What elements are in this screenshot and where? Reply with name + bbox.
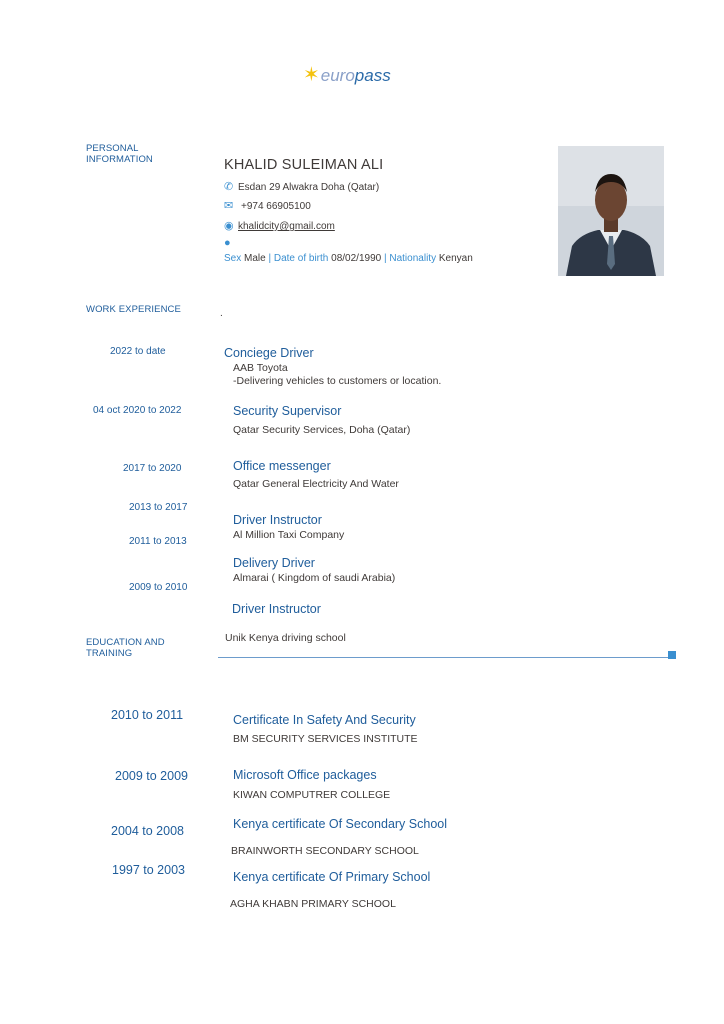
- job-title: Driver Instructor: [233, 513, 322, 527]
- job-company: AAB Toyota: [233, 362, 288, 374]
- phone-icon: ✆: [224, 181, 234, 193]
- job-company: Al Million Taxi Company: [233, 529, 345, 541]
- work-date: 2011 to 2013: [129, 536, 187, 547]
- education-date: 1997 to 2003: [112, 863, 185, 877]
- dob-label: Date of birth: [273, 253, 329, 264]
- email-line[interactable]: [224, 219, 335, 232]
- education-title: Kenya certificate Of Secondary School: [233, 817, 448, 831]
- education-institution: AGHA KHABN PRIMARY SCHOOL: [230, 898, 396, 910]
- sex-value: Male: [244, 253, 266, 264]
- education-title: Microsoft Office packages: [233, 768, 377, 782]
- work-date: 2009 to 2010: [129, 582, 188, 593]
- phone-text: +974 66905100: [241, 201, 311, 212]
- work-dot: .: [220, 308, 223, 319]
- education-date: 2004 to 2008: [111, 824, 184, 838]
- job-company: Unik Kenya driving school: [225, 632, 346, 644]
- work-date: 04 oct 2020 to 2022: [93, 405, 182, 416]
- job-title: Office messenger: [233, 459, 331, 473]
- education-date: 2009 to 2009: [115, 769, 188, 783]
- separator: |: [268, 253, 272, 264]
- work-date: 2017 to 2020: [123, 463, 182, 474]
- divider-end-marker: [668, 651, 676, 659]
- education-institution: BRAINWORTH SECONDARY SCHOOL: [231, 845, 419, 857]
- profile-photo: [558, 146, 664, 276]
- portrait-image: [558, 146, 664, 276]
- email-link[interactable]: khalidcity@gmail.com: [238, 221, 335, 232]
- work-date: 2022 to date: [110, 346, 166, 357]
- chat-line: [224, 237, 238, 249]
- job-title: Conciege Driver: [224, 346, 314, 360]
- section-work-experience: WORK EXPERIENCE: [86, 304, 181, 315]
- nationality-label: Nationality: [389, 253, 437, 264]
- work-date: 2013 to 2017: [129, 502, 188, 513]
- separator: |: [383, 253, 387, 264]
- chat-icon: ●: [224, 237, 231, 249]
- education-institution: KIWAN COMPUTRER COLLEGE: [233, 789, 391, 801]
- job-company: Almarai ( Kingdom of saudi Arabia): [233, 572, 396, 584]
- europass-logo: [303, 62, 391, 87]
- job-title: Security Supervisor: [233, 404, 342, 418]
- job-description: -Delivering vehicles to customers or location.: [233, 375, 442, 387]
- europass-star-icon: ✶: [303, 64, 320, 86]
- section-education-training: EDUCATION AND TRAINING: [86, 637, 165, 659]
- job-company: Qatar Security Services, Doha (Qatar): [233, 424, 411, 436]
- address-text: Esdan 29 Alwakra Doha (Qatar): [238, 182, 380, 193]
- job-company: Qatar General Electricity And Water: [233, 478, 399, 490]
- website-icon: ◉: [224, 220, 234, 232]
- address-line: [224, 180, 379, 193]
- section-divider: [218, 657, 670, 658]
- nationality-value: Kenyan: [438, 253, 473, 264]
- dob-value: 08/02/1990: [331, 253, 382, 264]
- job-title: Driver Instructor: [232, 602, 321, 616]
- logo-pass-text: pass: [354, 66, 391, 85]
- email-icon: ✉: [224, 200, 234, 212]
- education-institution: BM SECURITY SERVICES INSTITUTE: [233, 733, 418, 745]
- education-date: 2010 to 2011: [111, 708, 184, 722]
- personal-details-line: [224, 253, 473, 264]
- person-name: KHALID SULEIMAN ALI: [224, 157, 384, 173]
- phone-line: [224, 199, 311, 212]
- education-title: Certificate In Safety And Security: [233, 713, 416, 727]
- logo-euro-text: euro: [320, 66, 355, 85]
- sex-label: Sex: [224, 253, 242, 264]
- section-personal-information: PERSONAL INFORMATION: [86, 143, 153, 165]
- job-title: Delivery Driver: [233, 556, 315, 570]
- education-title: Kenya certificate Of Primary School: [233, 870, 431, 884]
